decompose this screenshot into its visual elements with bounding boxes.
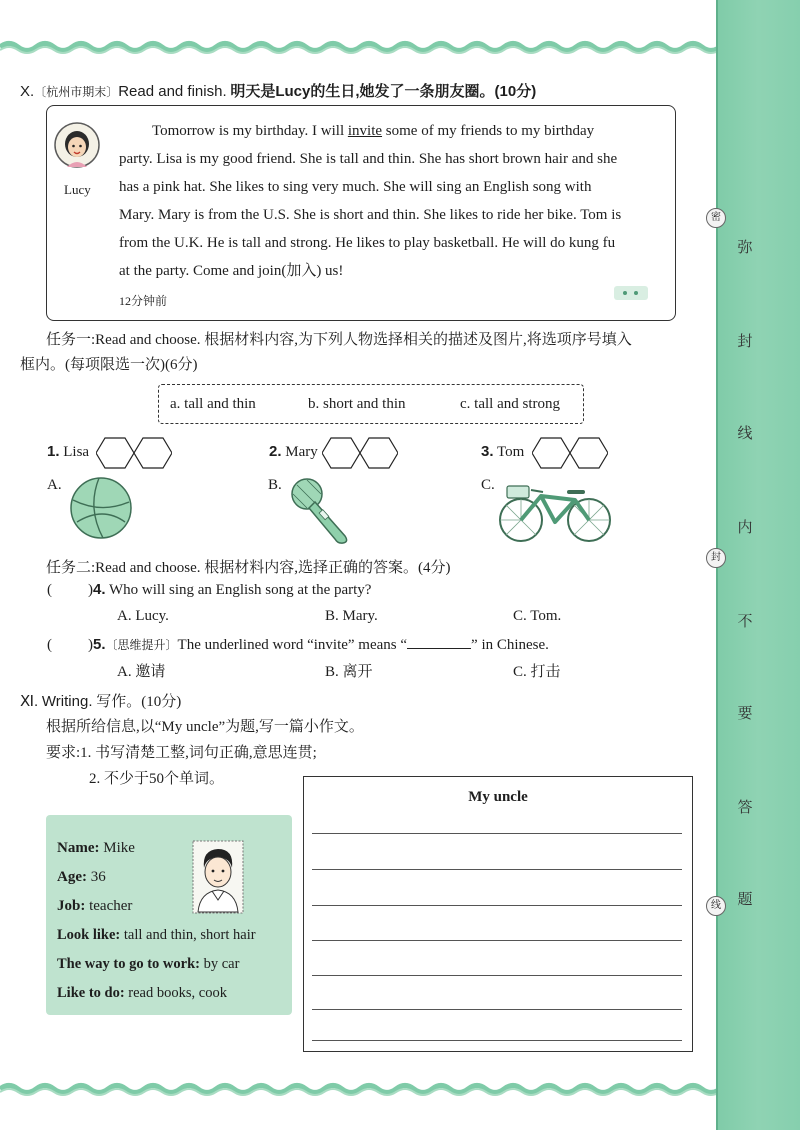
info-value: teacher — [89, 898, 133, 914]
bicycle-icon — [497, 478, 613, 544]
person-tom — [481, 443, 524, 461]
writing-title: My uncle — [468, 789, 528, 805]
story-text: Tomorrow is my birthday. I will — [152, 123, 345, 139]
sidebar-char: 答 — [737, 798, 753, 816]
q5-choice-a: A. 邀请 — [117, 664, 166, 680]
story-line-6: at the party. Come and join(加入) us! — [119, 263, 344, 279]
sidebar-char: 弥 — [737, 238, 753, 256]
option-c: c. tall and strong — [460, 396, 560, 412]
info-age — [57, 869, 106, 886]
person-name: Tom — [497, 444, 525, 460]
post-time: 12分钟前 — [119, 294, 168, 308]
question-4 — [47, 581, 371, 599]
option-b: b. short and thin — [308, 396, 406, 412]
comment-dots-icon — [614, 286, 648, 300]
section-number: Ⅺ. — [20, 693, 39, 710]
info-value: read books, cook — [128, 985, 227, 1001]
fill-blank[interactable] — [407, 634, 471, 649]
question-number: 5. — [93, 636, 106, 653]
story-text: some of my friends to my birthday — [385, 123, 595, 139]
binding-sidebar — [716, 0, 800, 1130]
story-line-1 — [152, 117, 594, 145]
writing-line[interactable] — [312, 940, 682, 941]
writing-line[interactable] — [312, 833, 682, 834]
sidebar-char: 要 — [737, 704, 753, 722]
top-wave-band — [0, 38, 716, 56]
question-text: The underlined word “invite” means “ — [177, 637, 408, 653]
task-2-instruction: 任务二:Read and choose. 根据材料内容,选择正确的答案。(4分) — [46, 560, 451, 576]
seal-mark: 线 — [706, 896, 726, 916]
section-title-en: Read and finish. — [118, 83, 227, 100]
seal-mark: 密 — [706, 208, 726, 228]
item-number: 2. — [269, 443, 282, 460]
q4-choice-a: A. Lucy. — [117, 608, 169, 624]
sidebar-char: 题 — [737, 890, 753, 908]
question-5 — [47, 634, 549, 654]
info-commute — [57, 956, 239, 973]
story-line-4: Mary. Mary is from the U.S. She is short and thin. She likes to ride her bike. Tom is — [119, 207, 622, 223]
info-value: tall and thin, short hair — [123, 927, 256, 943]
item-number: 3. — [481, 443, 494, 460]
writing-instruction: 根据所给信息,以“My uncle”为题,写一篇小作文。 — [46, 719, 364, 735]
avatar-name: Lucy — [64, 182, 91, 197]
q4-choice-c: C. Tom. — [513, 608, 562, 624]
answer-paren-close: ) — [88, 582, 93, 598]
info-value: 36 — [90, 869, 106, 885]
underlined-word: invite — [347, 123, 383, 139]
task-1-instruction: 任务一:Read and choose. 根据材料内容,为下列人物选择相关的描述及图片,将选项序号填入 — [46, 332, 632, 348]
sidebar-char: 封 — [737, 332, 753, 350]
question-text: Who will sing an English song at the party? — [109, 582, 372, 598]
writing-area[interactable] — [303, 776, 693, 1052]
hexagon-answer-boxes[interactable] — [322, 436, 398, 470]
uncle-portrait-icon — [192, 840, 244, 914]
person-mary — [269, 443, 318, 461]
section-10-heading — [20, 80, 536, 101]
item-number: 1. — [47, 443, 60, 460]
option-a: a. tall and thin — [170, 396, 256, 412]
seal-mark: 封 — [706, 548, 726, 568]
task-1-instruction-cont: 框内。(每项限选一次)(6分) — [20, 357, 198, 373]
info-label: Like to do: — [57, 985, 125, 1001]
answer-paren-open: ( — [47, 582, 52, 598]
writing-line[interactable] — [312, 905, 682, 906]
writing-line[interactable] — [312, 1040, 682, 1041]
bottom-wave-band — [0, 1080, 716, 1098]
info-label: Name: — [57, 840, 100, 856]
answer-paren-open: ( — [47, 637, 52, 653]
info-hobby — [57, 985, 227, 1002]
info-label: Age: — [57, 869, 87, 885]
answer-paren-close: ) — [88, 637, 93, 653]
info-label: The way to go to work: — [57, 956, 200, 972]
writing-line[interactable] — [312, 1009, 682, 1010]
info-value: Mike — [103, 840, 135, 856]
sidebar-char: 线 — [737, 424, 753, 442]
microphone-icon — [287, 474, 357, 546]
info-value: by car — [203, 956, 240, 972]
story-line-5: from the U.K. He is tall and strong. He likes to play basketball. He will do kung fu — [119, 235, 616, 251]
q4-choice-b: B. Mary. — [325, 608, 378, 624]
info-name — [57, 840, 135, 857]
section-title-cn: 明天是Lucy的生日,她发了一条朋友圈。(10分) — [230, 83, 537, 100]
basketball-icon — [69, 476, 133, 540]
info-look — [57, 927, 256, 944]
person-name: Lisa — [63, 444, 90, 460]
picture-label-c: C. — [481, 477, 495, 493]
section-number: X. — [20, 83, 35, 100]
requirement-1: 要求:1. 书写清楚工整,词句正确,意思连贯; — [46, 745, 317, 761]
writing-line[interactable] — [312, 869, 682, 870]
question-text-end: ” in Chinese. — [471, 637, 549, 653]
question-number: 4. — [93, 581, 106, 598]
info-label: Look like: — [57, 927, 121, 943]
info-label: Job: — [57, 898, 86, 914]
source-tag: 〔杭州市期末〕 — [34, 85, 119, 99]
hexagon-answer-boxes[interactable] — [532, 436, 608, 470]
sidebar-char: 不 — [737, 612, 753, 630]
person-lisa — [47, 443, 89, 461]
section-title-en: Writing. — [41, 693, 93, 710]
section-title-cn: 写作。(10分) — [96, 694, 182, 710]
q5-choice-b: B. 离开 — [325, 664, 373, 680]
difficulty-tag: 〔思维提升〕 — [105, 638, 178, 652]
info-job — [57, 898, 132, 915]
hexagon-answer-boxes[interactable] — [96, 436, 172, 470]
section-11-heading — [20, 690, 181, 711]
lucy-avatar-icon — [54, 122, 100, 174]
requirement-2: 2. 不少于50个单词。 — [89, 771, 225, 787]
story-line-2: party. Lisa is my good friend. She is tall and thin. She has short brown hair and she — [119, 151, 618, 167]
story-line-3: has a pink hat. She likes to sing very much. She will sing an English song with — [119, 179, 592, 195]
q5-choice-c: C. 打击 — [513, 664, 561, 680]
person-name: Mary — [285, 444, 318, 460]
writing-line[interactable] — [312, 975, 682, 976]
picture-label-a: A. — [47, 477, 62, 493]
sidebar-char: 内 — [737, 518, 753, 536]
picture-label-b: B. — [268, 477, 282, 493]
